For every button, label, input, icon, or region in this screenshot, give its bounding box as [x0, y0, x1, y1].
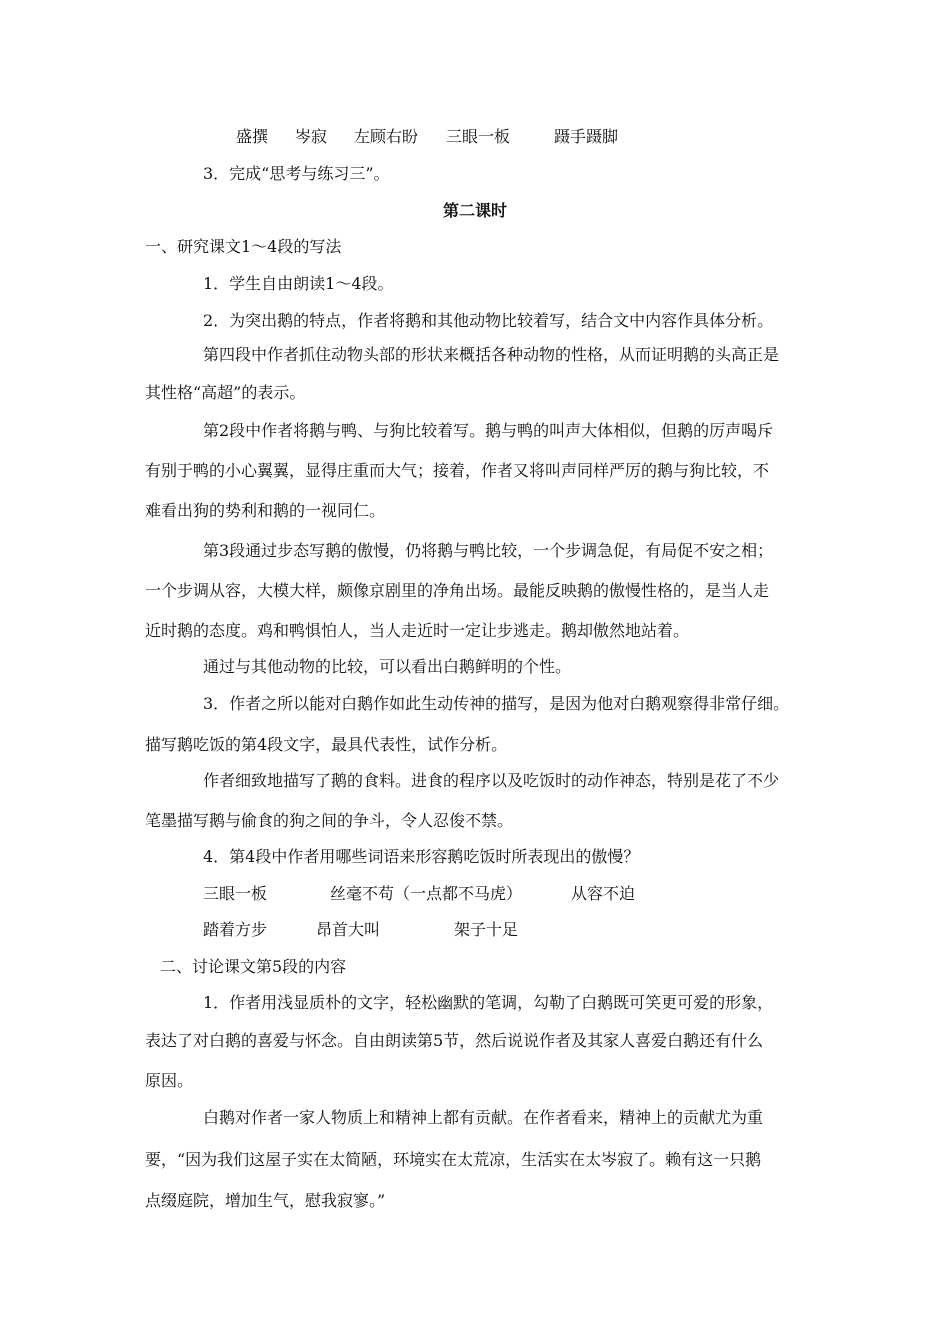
list-item: 原因。	[145, 1071, 194, 1090]
word: 架子十足	[454, 920, 519, 939]
paragraph-line: 点缀庭院，增加生气，慰我寂寥。”	[145, 1191, 386, 1210]
paragraph-line: 要，“因为我们这屋子实在太简陋，环境实在太荒凉，生活实在太岑寂了。赖有这一只鹅	[145, 1150, 762, 1169]
list-item: 1．学生自由朗读1～4段。	[203, 274, 394, 293]
exercise-item: 3．完成“思考与练习三”。	[203, 164, 390, 183]
paragraph-line: 通过与其他动物的比较，可以看出白鹅鲜明的个性。	[203, 657, 572, 676]
paragraph-line: 近时鹅的态度。鸡和鸭惧怕人，当人走近时一定让步逃走。鹅却傲然地站着。	[145, 621, 690, 640]
word: 三眼一板	[203, 884, 268, 903]
list-item: 3．作者之所以能对白鹅作如此生动传神的描写，是因为他对白鹅观察得非常仔细。	[203, 694, 790, 713]
word: 踏着方步	[203, 920, 268, 939]
section-heading: 二、讨论课文第5段的内容	[160, 957, 347, 976]
section-heading: 一、研究课文1～4段的写法	[145, 237, 342, 256]
word: 丝毫不苟（一点都不马虎）	[330, 884, 523, 903]
word: 从容不迫	[571, 884, 636, 903]
paragraph-line: 难看出狗的势利和鹅的一视同仁。	[145, 501, 386, 520]
paragraph-line: 白鹅对作者一家人物质上和精神上都有贡献。在作者看来，精神上的贡献尤为重	[203, 1108, 764, 1127]
vocab-word: 蹑手蹑脚	[554, 127, 619, 146]
lesson-title: 第二课时	[443, 201, 508, 220]
paragraph-line: 其性格“高超”的表示。	[145, 383, 306, 402]
list-item: 描写鹅吃饭的第4段文字，最具代表性，试作分析。	[145, 735, 508, 754]
list-item: 1．作者用浅显质朴的文字，轻松幽默的笔调，勾勒了白鹅既可笑更可爱的形象，	[203, 993, 774, 1012]
word: 昂首大叫	[316, 920, 381, 939]
paragraph-line: 有别于鸭的小心翼翼，显得庄重而大气；接着，作者又将叫声同样严厉的鹅与狗比较，不	[145, 461, 770, 480]
vocab-word: 盛撰	[236, 127, 269, 146]
vocab-word: 三眼一板	[446, 127, 511, 146]
list-item: 表达了对白鹅的喜爱与怀念。自由朗读第5节，然后说说作者及其家人喜爱白鹅还有什么	[145, 1031, 764, 1050]
paragraph-line: 第四段中作者抓住动物头部的形状来概括各种动物的性格，从而证明鹅的头高正是	[203, 345, 780, 364]
list-item: 4．第4段中作者用哪些词语来形容鹅吃饭时所表现出的傲慢？	[203, 847, 640, 866]
paragraph-line: 作者细致地描写了鹅的食料。进食的程序以及吃饭时的动作神态，特别是花了不少	[203, 771, 780, 790]
list-item: 2．为突出鹅的特点，作者将鹅和其他动物比较着写，结合文中内容作具体分析。	[203, 311, 774, 330]
paragraph-line: 第3段通过步态写鹅的傲慢，仍将鹅与鸭比较，一个步调急促，有局促不安之相；	[203, 541, 774, 560]
paragraph-line: 一个步调从容，大模大样，颇像京剧里的净角出场。最能反映鹅的傲慢性格的，是当人走	[145, 581, 770, 600]
paragraph-line: 笔墨描写鹅与偷食的狗之间的争斗，令人忍俊不禁。	[145, 811, 514, 830]
paragraph-line: 第2段中作者将鹅与鸭、与狗比较着写。鹅与鸭的叫声大体相似，但鹅的厉声喝斥	[203, 421, 774, 440]
vocab-word: 左顾右盼	[354, 127, 419, 146]
vocab-word: 岑寂	[295, 127, 328, 146]
